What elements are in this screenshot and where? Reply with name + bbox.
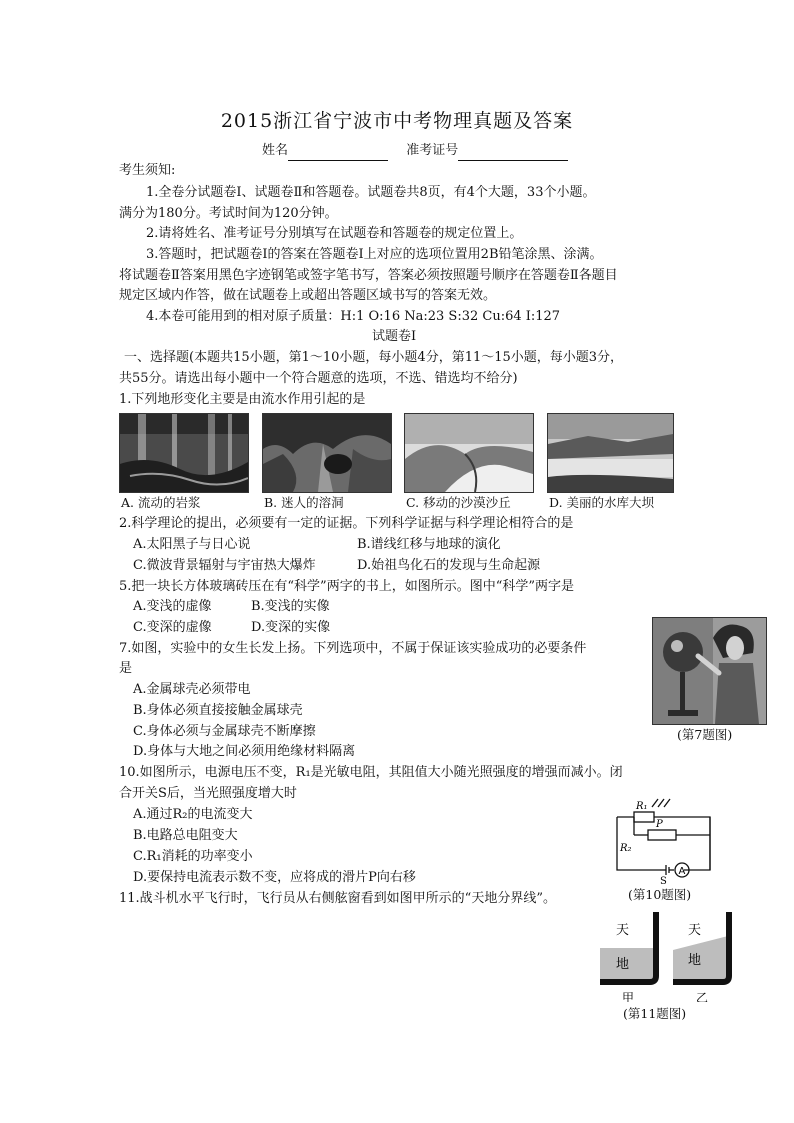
r1-label: R₁ [636, 801, 648, 812]
q1-caption-c: C. 移动的沙漠沙丘 [406, 495, 511, 510]
sky-label-left: 天 [616, 923, 630, 938]
section-title: 试题卷Ⅰ [372, 329, 417, 344]
cave-photo [262, 413, 392, 493]
q7-option-d: D.身体与大地之间必须用绝缘材料隔离 [133, 744, 356, 759]
q5-option-b: B.变浅的实像 [251, 599, 330, 614]
q5-option-d: D.变深的实像 [251, 620, 331, 635]
left-figure-label: 甲 [622, 991, 635, 1002]
q2-option-c: C.微波背景辐射与宇宙热大爆炸 [133, 558, 316, 573]
s-label: S [660, 876, 667, 885]
ammeter-label: A [678, 866, 686, 877]
header-fields [262, 141, 568, 161]
q2-option-d: D.始祖鸟化石的发现与生命起源 [357, 558, 541, 573]
notice-line: 4.本卷可能用到的相对原子质量：H:1 O:16 Na:23 S:32 Cu:64 I:127 [146, 309, 561, 324]
q10-stem: 合开关S后，当光照强度增大时 [119, 786, 297, 801]
ground-label-left: 地 [616, 957, 630, 972]
q10-stem: 10.如图所示，电源电压不变，R₁是光敏电阻，其阻值大小随光照强度的增强而减小。闭 [119, 765, 623, 780]
notice-line: 将试题卷Ⅱ答案用黑色字迹钢笔或签字笔书写，答案必须按照题号顺序在答题卷Ⅱ各题目 [119, 268, 618, 283]
p-label: P [656, 819, 663, 830]
dune-photo [404, 413, 534, 493]
sky-label-right: 天 [688, 923, 702, 938]
notice-line: 满分为180分。考试时间为120分钟。 [119, 206, 338, 221]
q11-window-diagram [600, 912, 740, 1002]
q7-figure-caption: (第7题图) [677, 727, 733, 742]
q2-option-b: B.谱线红移与地球的演化 [357, 537, 501, 552]
q7-option-b: B.身体必须直接接触金属球壳 [133, 703, 303, 718]
notice-line: 1.全卷分试题卷Ⅰ、试题卷Ⅱ和答题卷。试题卷共8页，有4个大题，33个小题。 [146, 185, 596, 200]
q10-option-b: B.电路总电阻变大 [133, 828, 238, 843]
page-title: 2015浙江省宁波市中考物理真题及答案 [220, 110, 574, 132]
id-label: 准考证号 [406, 143, 459, 158]
ground-label-right: 地 [688, 953, 702, 968]
q10-option-a: A.通过R₂的电流变大 [133, 807, 253, 822]
q10-option-d: D.要保持电流表示数不变，应将成的滑片P向右移 [133, 870, 416, 885]
q7-stem: 是 [119, 661, 133, 676]
name-blank[interactable] [288, 146, 388, 161]
q7-stem: 7.如图，实验中的女生长发上扬。下列选项中，不属于保证该实验成功的必要条件 [119, 641, 587, 656]
q1-stem: 1.下列地形变化主要是由流水作用引起的是 [119, 392, 366, 407]
q5-stem: 5.把一块长方体玻璃砖压在有“科学”两字的书上，如图所示。图中“科学”两字是 [119, 579, 574, 594]
r2-label: R₂ [620, 843, 632, 854]
q1-caption-b: B. 迷人的溶洞 [264, 495, 344, 510]
r2-resistor [648, 830, 676, 840]
q1-caption-a: A. 流动的岩浆 [121, 495, 201, 510]
notice-line: 2.请将姓名、准考证号分别填写在试题卷和答题卷的规定位置上。 [146, 226, 523, 241]
notice-line: 3.答题时，把试题卷Ⅰ的答案在答题卷Ⅰ上对应的选项位置用2B铅笔涂黑、涂满。 [146, 247, 603, 262]
notice-line: 规定区域内作答，做在试题卷上或超出答题区域书写的答案无效。 [119, 288, 497, 303]
q11-stem: 11.战斗机水平飞行时，飞行员从右侧舷窗看到如图甲所示的“天地分界线”。 [119, 891, 556, 906]
q2-stem: 2.科学理论的提出，必须要有一定的证据。下列科学证据与科学理论相符合的是 [119, 516, 574, 531]
part1-line2: 共55分。请选出每小题中一个符合题意的选项，不选、错选均不给分) [119, 371, 518, 386]
q5-option-a: A.变浅的虚像 [133, 599, 212, 614]
part1-line1: 一、选择题(本题共15小题，第1～10小题，每小题4分，第11～15小题，每小题3分， [124, 350, 624, 365]
q5-option-c: C.变深的虚像 [133, 620, 212, 635]
id-blank[interactable] [458, 146, 568, 161]
q7-option-c: C.身体必须与金属球壳不断摩擦 [133, 724, 316, 739]
q10-figure-caption: (第10题图) [628, 887, 692, 902]
dam-photo [547, 413, 674, 493]
notice-heading: 考生须知: [119, 163, 176, 178]
lava-photo [119, 413, 249, 493]
q10-option-c: C.R₁消耗的功率变小 [133, 849, 253, 864]
name-label: 姓名 [262, 143, 289, 158]
q1-caption-d: D. 美丽的水库大坝 [549, 495, 655, 510]
q11-figure-caption: (第11题图) [623, 1006, 687, 1021]
q7-figure [652, 617, 767, 725]
right-figure-label: 乙 [696, 991, 709, 1002]
q10-circuit-diagram [612, 795, 722, 885]
q2-option-a: A.太阳黑子与日心说 [133, 537, 251, 552]
q7-option-a: A.金属球壳必须带电 [133, 682, 251, 697]
r1-resistor [634, 812, 654, 822]
